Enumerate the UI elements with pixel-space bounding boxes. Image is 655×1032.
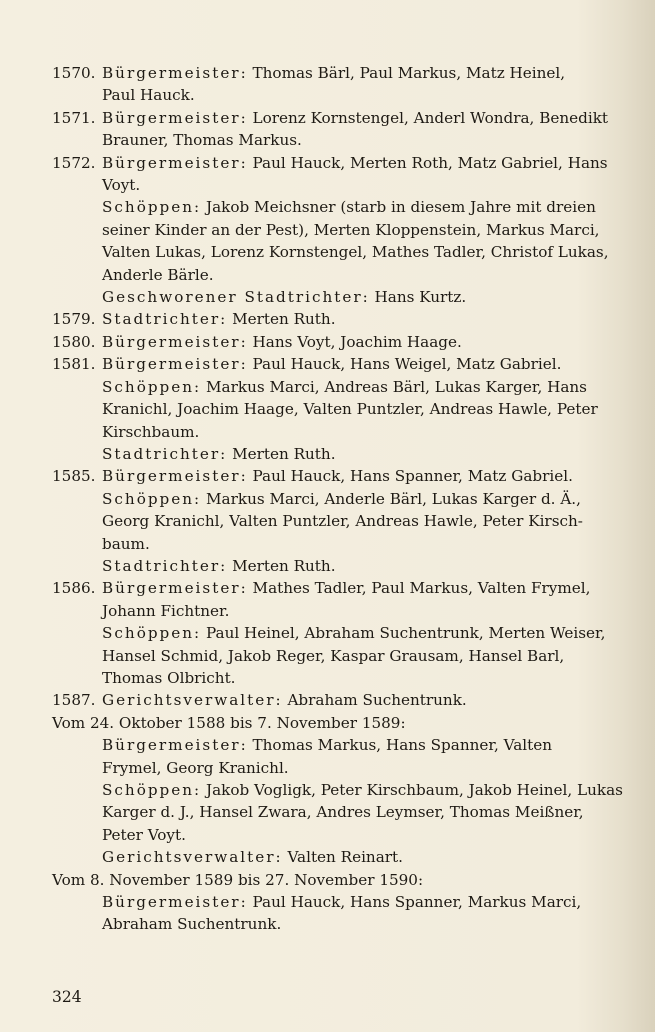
text-line bbox=[102, 421, 612, 443]
entry-year: 1580. bbox=[52, 332, 96, 351]
text-line bbox=[102, 353, 612, 375]
entry-year: 1571. bbox=[52, 108, 96, 127]
name-list: Paul Heinel, Abraham Suchentrunk, Merten Weiser, bbox=[201, 624, 606, 643]
entry-year: 1572. bbox=[52, 153, 96, 172]
page-text bbox=[52, 62, 623, 936]
name-list: Johann Fichtner. bbox=[102, 601, 230, 620]
year-entry bbox=[52, 331, 612, 353]
text-line bbox=[102, 264, 612, 286]
text-line bbox=[102, 645, 612, 667]
name-list: Valten Reinart. bbox=[282, 848, 403, 867]
office-label: Schöppen: bbox=[102, 198, 202, 217]
period-heading: Vom 8. November 1589 bis 27. November 1590: bbox=[52, 870, 424, 889]
name-list: Valten Lukas, Lorenz Kornstengel, Mathes Tadler, Christof Lukas, bbox=[102, 243, 609, 262]
office-label: Stadtrichter: bbox=[102, 444, 228, 463]
entry-year: 1586. bbox=[52, 579, 96, 598]
name-list: Hans Kurtz. bbox=[369, 288, 467, 307]
office-label: Gerichtsverwalter: bbox=[102, 691, 283, 710]
text-line bbox=[102, 801, 612, 823]
entry-body bbox=[102, 577, 612, 689]
text-line bbox=[102, 398, 612, 420]
name-list: Lorenz Kornstengel, Anderl Wondra, Benedikt bbox=[247, 108, 609, 127]
name-list: Anderle Bärle. bbox=[102, 265, 214, 284]
year-entry bbox=[52, 353, 612, 465]
text-line bbox=[102, 510, 612, 532]
page-number: 324 bbox=[52, 988, 82, 1006]
name-list: Karger d. J., Hansel Zwara, Andres Leymser, Thomas Meißner, bbox=[102, 803, 584, 822]
name-list: Merten Ruth. bbox=[227, 556, 336, 575]
text-line bbox=[102, 84, 612, 106]
period-body bbox=[52, 891, 612, 936]
text-line bbox=[102, 600, 612, 622]
year-entry bbox=[52, 689, 612, 711]
office-label: Stadtrichter: bbox=[102, 310, 228, 329]
office-label: Schöppen: bbox=[102, 624, 202, 643]
office-label: Schöppen: bbox=[102, 489, 202, 508]
name-list: baum. bbox=[102, 534, 150, 553]
office-label: Bürgermeister: bbox=[102, 153, 248, 172]
name-list: Markus Marci, Andreas Bärl, Lukas Karger, Hans bbox=[201, 377, 587, 396]
text-line bbox=[102, 488, 612, 510]
name-list: Kranichl, Joachim Haage, Valten Puntzler, Andreas Hawle, Peter bbox=[102, 400, 598, 419]
name-list: Hans Voyt, Joachim Haage. bbox=[247, 332, 462, 351]
text-line bbox=[102, 913, 612, 935]
entry-body bbox=[102, 308, 612, 330]
text-line bbox=[102, 779, 623, 801]
year-entry bbox=[52, 62, 612, 107]
office-label: Bürgermeister: bbox=[102, 579, 248, 598]
text-line bbox=[102, 107, 612, 129]
text-line bbox=[102, 667, 612, 689]
office-label: Bürgermeister: bbox=[102, 332, 248, 351]
office-label: Stadtrichter: bbox=[102, 556, 228, 575]
office-label: Schöppen: bbox=[102, 781, 202, 799]
text-line bbox=[102, 846, 612, 868]
entry-year: 1587. bbox=[52, 691, 96, 710]
text-line bbox=[102, 757, 612, 779]
text-line bbox=[102, 62, 612, 84]
entry-body bbox=[102, 465, 612, 577]
year-entry bbox=[52, 107, 612, 152]
text-line bbox=[102, 196, 612, 218]
period-body bbox=[52, 734, 623, 868]
office-label: Schöppen: bbox=[102, 377, 202, 396]
office-label: Bürgermeister: bbox=[102, 893, 248, 912]
entry-body bbox=[102, 331, 612, 353]
entry-year: 1581. bbox=[52, 355, 96, 374]
office-label: Bürgermeister: bbox=[102, 736, 248, 755]
year-entry bbox=[52, 308, 612, 330]
name-list: Thomas Markus, Hans Spanner, Valten bbox=[247, 736, 552, 755]
text-line bbox=[102, 308, 612, 330]
name-list: Merten Ruth. bbox=[227, 310, 336, 329]
text-line bbox=[102, 241, 612, 263]
text-line bbox=[102, 555, 612, 577]
name-list: Jakob Vogligk, Peter Kirschbaum, Jakob Heinel, Lukas bbox=[201, 781, 623, 799]
name-list: Voyt. bbox=[102, 176, 141, 195]
name-list: Jakob Meichsner (starb in diesem Jahre mit dreien bbox=[201, 198, 596, 217]
name-list: Paul Hauck. bbox=[102, 86, 195, 105]
text-line bbox=[102, 174, 612, 196]
office-label: Gerichtsverwalter: bbox=[102, 848, 283, 867]
entry-body bbox=[102, 689, 612, 711]
year-entry bbox=[52, 577, 612, 689]
office-label: Bürgermeister: bbox=[102, 355, 248, 374]
name-list: Kirschbaum. bbox=[102, 422, 200, 441]
text-line bbox=[102, 219, 612, 241]
entry-year: 1585. bbox=[52, 467, 96, 486]
text-line bbox=[102, 622, 612, 644]
name-list: Hansel Schmid, Jakob Reger, Kaspar Grausam, Hansel Barl, bbox=[102, 646, 565, 665]
text-line bbox=[102, 734, 612, 756]
entry-year: 1579. bbox=[52, 310, 96, 329]
name-list: Frymel, Georg Kranichl. bbox=[102, 758, 289, 777]
name-list: Paul Hauck, Hans Spanner, Markus Marci, bbox=[247, 893, 582, 912]
name-list: Thomas Olbricht. bbox=[102, 668, 236, 687]
period-heading: Vom 24. Oktober 1588 bis 7. November 1589: bbox=[52, 713, 406, 732]
name-list: Brauner, Thomas Markus. bbox=[102, 131, 302, 150]
text-line bbox=[102, 465, 612, 487]
entry-body bbox=[102, 152, 612, 309]
name-list: Mathes Tadler, Paul Markus, Valten Frymel, bbox=[247, 579, 591, 598]
office-label: Bürgermeister: bbox=[102, 64, 248, 82]
text-line bbox=[102, 443, 612, 465]
text-line bbox=[102, 824, 612, 846]
name-list: Thomas Bärl, Paul Markus, Matz Heinel, bbox=[247, 64, 566, 82]
entry-body bbox=[102, 353, 612, 465]
year-entry bbox=[52, 152, 612, 309]
name-list: Merten Ruth. bbox=[227, 444, 336, 463]
name-list: Abraham Suchentrunk. bbox=[282, 691, 467, 710]
text-line bbox=[102, 533, 612, 555]
entry-body bbox=[102, 107, 612, 152]
text-line bbox=[102, 689, 612, 711]
name-list: seiner Kinder an der Pest), Merten Kloppenstein, Markus Marci, bbox=[102, 220, 600, 239]
text-line bbox=[102, 577, 612, 599]
name-list: Georg Kranichl, Valten Puntzler, Andreas Hawle, Peter Kirsch- bbox=[102, 512, 583, 531]
name-list: Paul Hauck, Hans Spanner, Matz Gabriel. bbox=[247, 467, 573, 486]
text-line bbox=[102, 376, 612, 398]
name-list: Abraham Suchentrunk. bbox=[102, 915, 282, 934]
name-list: Paul Hauck, Merten Roth, Matz Gabriel, Hans bbox=[247, 153, 608, 172]
text-line bbox=[102, 891, 612, 913]
entry-year: 1570. bbox=[52, 64, 96, 82]
name-list: Paul Hauck, Hans Weigel, Matz Gabriel. bbox=[247, 355, 562, 374]
office-label: Geschworener Stadtrichter: bbox=[102, 288, 370, 307]
name-list: Peter Voyt. bbox=[102, 825, 186, 844]
text-line bbox=[102, 152, 612, 174]
text-line bbox=[102, 331, 612, 353]
entry-body bbox=[102, 62, 612, 107]
name-list: Markus Marci, Anderle Bärl, Lukas Karger d. Ä., bbox=[201, 489, 581, 508]
text-line bbox=[102, 129, 612, 151]
office-label: Bürgermeister: bbox=[102, 467, 248, 486]
office-label: Bürgermeister: bbox=[102, 108, 248, 127]
year-entry bbox=[52, 465, 612, 577]
text-line bbox=[102, 286, 612, 308]
